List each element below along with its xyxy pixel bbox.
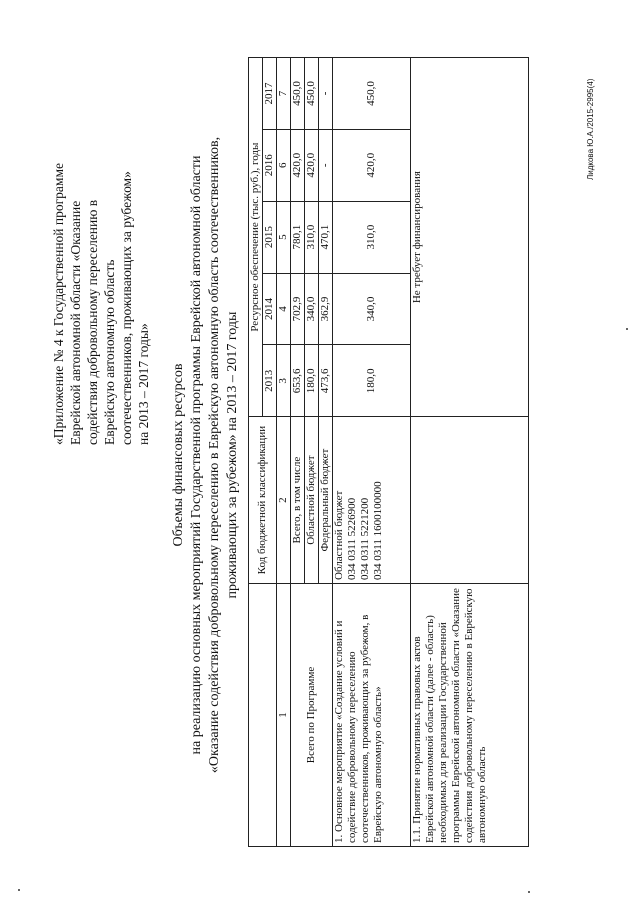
code-line: 034 0311 5221200 [359, 497, 371, 580]
year-cell: 2016 [263, 129, 277, 201]
title-line: Объемы финансовых ресурсов [171, 363, 186, 547]
column-number-row [277, 58, 291, 847]
value-cell: 450,0 [333, 58, 411, 130]
activity-name: 1.1. Принятие нормативных правовых актов Еврейской автономной области (далее - область) необходимых для реализации Государственной программы Еврейской автономной области «Оказание содействия добровольному переселению в Еврейскую автономную область [411, 584, 529, 847]
code-line: 034 0311 5226900 [346, 497, 358, 580]
scan-speck [18, 889, 20, 891]
header-resources: Ресурсное обеспечение (тыс. руб.), годы [249, 58, 263, 417]
col-number: 4 [277, 273, 291, 345]
header-cell-name [249, 584, 277, 847]
title-line: проживающих за рубежом» на 2013 – 2017 годы [225, 311, 240, 599]
value-cell: 362,9 [319, 273, 333, 345]
appendix-header [50, 45, 152, 445]
empty-cell [411, 417, 529, 584]
value-cell: 310,0 [305, 201, 319, 273]
value-cell: 470,1 [319, 201, 333, 273]
row-code: Всего, в том числе [291, 417, 305, 584]
scan-speck [528, 891, 530, 893]
value-cell: 450,0 [305, 58, 319, 130]
financing-table [248, 57, 529, 847]
value-cell: 420,0 [333, 129, 411, 201]
value-cell: 180,0 [305, 345, 319, 417]
col-number: 1 [277, 584, 291, 847]
header-code: Код бюджетной классификации [249, 417, 277, 584]
col-number: 5 [277, 201, 291, 273]
activity-codes [333, 417, 411, 584]
year-cell: 2015 [263, 201, 277, 273]
value-cell: 450,0 [291, 58, 305, 130]
col-number: 6 [277, 129, 291, 201]
col-number: 7 [277, 58, 291, 130]
value-cell: 473,6 [319, 345, 333, 417]
table-row [333, 58, 411, 847]
appendix-line: Еврейскую автономную область [102, 259, 117, 445]
value-cell: 420,0 [305, 129, 319, 201]
table-row [411, 58, 529, 847]
appendix-line: на 2013 – 2017 годы» [136, 323, 151, 445]
appendix-line: «Приложение № 4 к Государственной программе [51, 163, 66, 445]
row-code: Федеральный бюджет [319, 417, 333, 584]
value-cell: 180,0 [333, 345, 411, 417]
col-number: 3 [277, 345, 291, 417]
title-line: на реализацию основных мероприятий Государственной программы Еврейской автономной области [189, 155, 204, 755]
value-cell: 340,0 [333, 273, 411, 345]
value-cell: 340,0 [305, 273, 319, 345]
value-cell: - [319, 129, 333, 201]
value-cell: 780,1 [291, 201, 305, 273]
year-cell: 2017 [263, 58, 277, 130]
table-header-row [249, 58, 263, 847]
appendix-line: Еврейской автономной области «Оказание [68, 200, 83, 445]
table-row [291, 58, 305, 847]
col-number: 2 [277, 417, 291, 584]
appendix-line: содействия добровольному переселению в [85, 199, 100, 445]
scan-speck [626, 328, 628, 330]
signature-mark: Лидкова Ю.А./2015-2995(4) [586, 78, 595, 180]
code-line: 034 0311 1600100000 [372, 481, 384, 580]
no-funding-note: Не требует финансирования [411, 58, 529, 417]
value-cell: 420,0 [291, 129, 305, 201]
row-code: Областной бюджет [305, 417, 319, 584]
year-cell: 2014 [263, 273, 277, 345]
title-line: «Оказание содействия добровольному переселению в Еврейскую автономную область соотечественников, [207, 136, 222, 774]
value-cell: 653,6 [291, 345, 305, 417]
value-cell: - [319, 58, 333, 130]
value-cell: 310,0 [333, 201, 411, 273]
total-label: Всего по Программе [291, 584, 333, 847]
code-line: Областной бюджет [333, 490, 345, 580]
year-cell: 2013 [263, 345, 277, 417]
document-title [170, 95, 242, 815]
activity-name: 1. Основное мероприятие «Создание условий и содействие добровольному переселению соотечественников, проживающих за рубежом, в Еврейскую автономную область» [333, 584, 411, 847]
appendix-line: соотечественников, проживающих за рубежом» [119, 171, 134, 445]
value-cell: 702,9 [291, 273, 305, 345]
